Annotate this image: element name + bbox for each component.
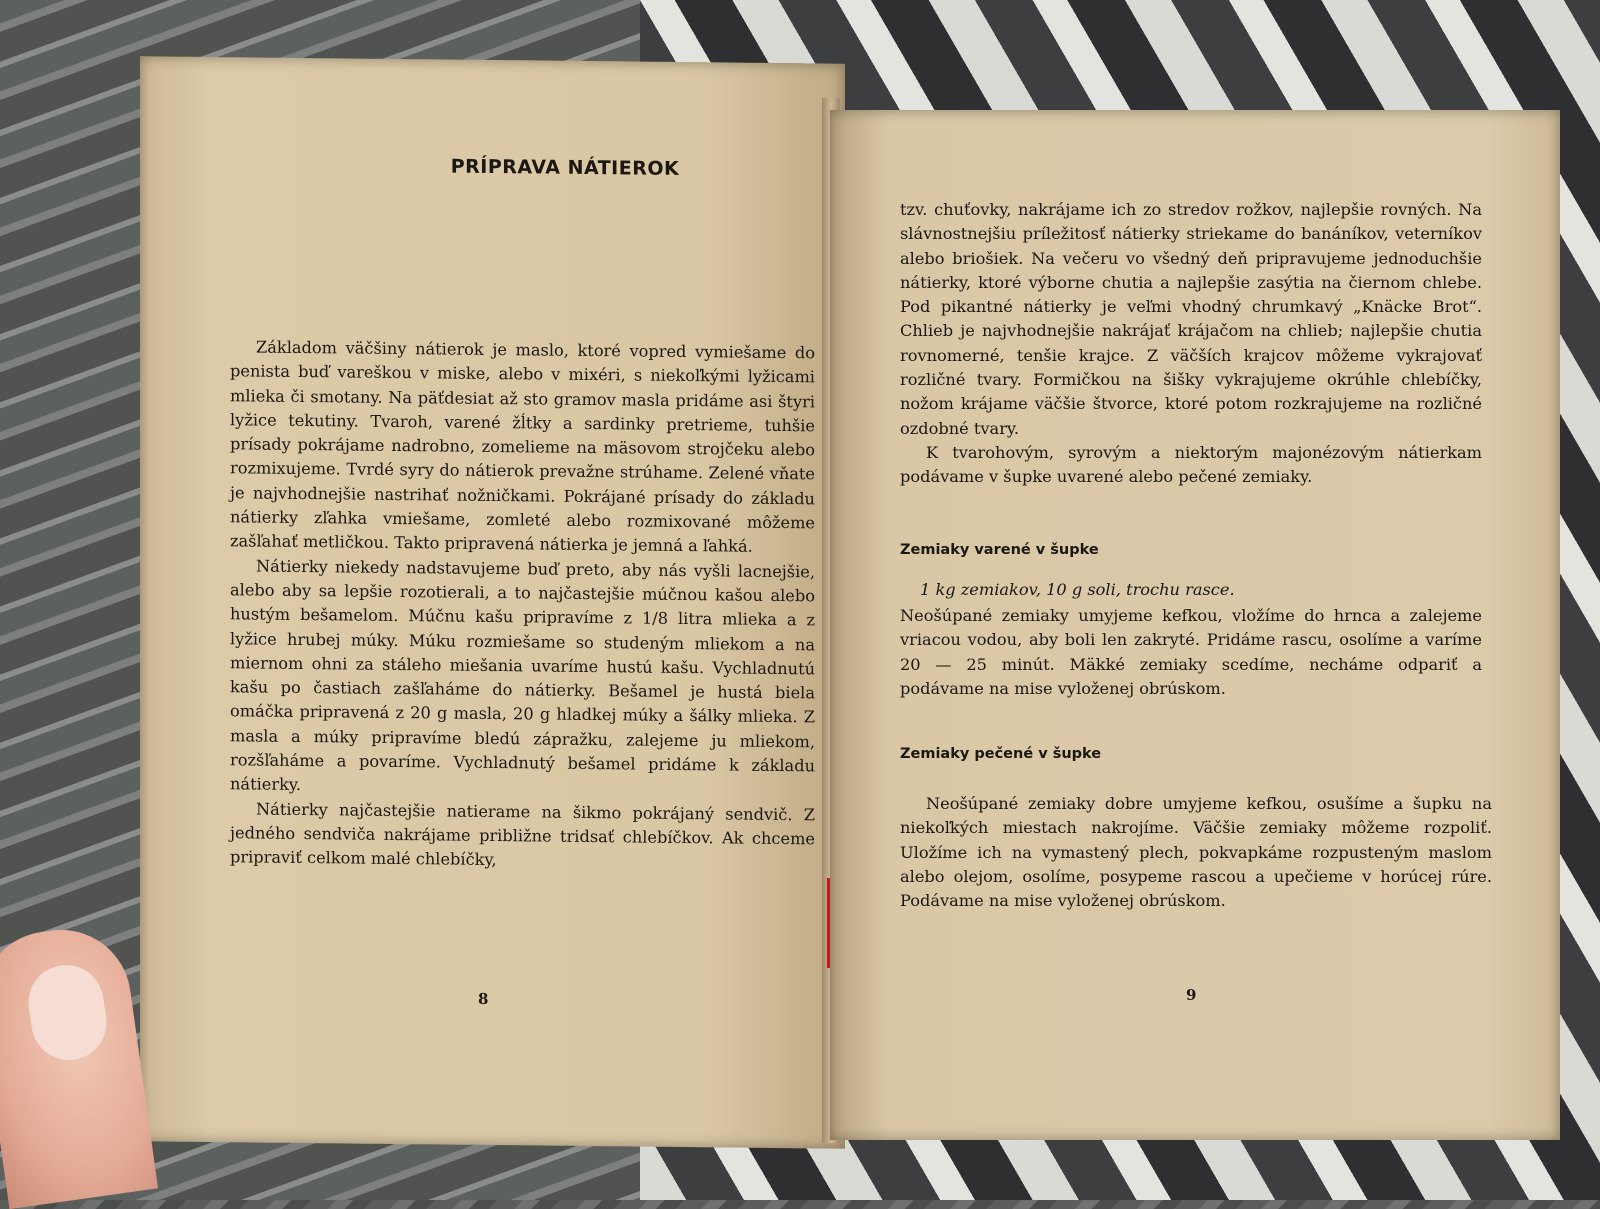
left-paragraph-3: Nátierky najčastejšie natierame na šikmo pokrájaný sendvič. Z jedného sendviča nakrájame približne tridsať chlebíčkov. Ak chceme pripraviť celkom malé chlebíčky,: [230, 799, 815, 870]
recipe-1-text: [900, 604, 1482, 701]
right-intro-text: [900, 198, 1482, 490]
recipe-2-title: Zemiaky pečené v šupke: [900, 746, 1102, 762]
right-page: [830, 110, 1560, 1140]
left-body-text: [230, 335, 815, 876]
page-title: PRÍPRAVA NÁTIEROK: [450, 155, 680, 180]
right-paragraph-1: tzv. chuťovky, nakrájame ich zo stredov rožkov, najlepšie rovných. Na slávnostnejšiu príležitosť nátierky striekame do banáníkov, veterníkov alebo briošiek. Na večeru vo všedný deň pripravujeme jednoduchšie nátierky, ktoré výborne chutia a najlepšie zasýtia na čiernom chlebe. Pod pikantné nátierky je veľmi vhodný chrumkavý „Knäcke Brot“. Chlieb je najvhodnejšie nakrájať krájačom na chlieb; najlepšie chutia rovnomerné, tenšie krajce. Z väčších krajcov môžeme vykrajovať rozličné tvary. Formičkou na šišky vykrajujeme okrúhle chlebíčky, nožom krájame väčšie štvorce, ktoré potom rozkrajujeme na rozličné ozdobné tvary.: [900, 200, 1482, 438]
page-number-right: 9: [1186, 986, 1197, 1004]
recipe-2-paragraph: Neošúpané zemiaky dobre umyjeme kefkou, osušíme a šupku na niekoľkých miestach nakrojíme. Väčšie zemiaky môžeme rozpoliť. Uložíme ich na vymastený plech, pokvapkáme rozpusteným maslom alebo olejom, osolíme, posypeme rascou a upečieme v horúcej rúre. Podávame na mise vyloženej obrúskom.: [900, 794, 1492, 911]
page-number-left: 8: [478, 989, 489, 1008]
open-book: [100, 58, 1570, 1148]
recipe-1-title: Zemiaky varené v šupke: [900, 542, 1099, 558]
left-paragraph-1: Základom väčšiny nátierok je maslo, ktoré vopred vymiešame do penista buď vareškou v miske, alebo v mixéri, s niekoľkými lyžicami mlieka či smotany. Na päťdesiat až sto gramov masla pridáme asi štyri lyžice tekutiny. Tvaroh, varené žĺtky a sardinky pretrieme, tuhšie prísady pokrájame nadrobno, zomelieme na mäsovom strojčeku alebo rozmixujeme. Tvrdé syry do nátierok prevažne strúhame. Zelené vňate je najvhodnejšie nastrihať nožničkami. Pokrájané prísady do základu nátierky zľahka vmiešame, zomleté alebo rozmixované môžeme zašľahať metličkou. Takto pripravená nátierka je jemná a ľahká.: [230, 337, 815, 557]
recipe-1-ingredients: 1 kg zemiakov, 10 g soli, trochu rasce.: [920, 580, 1235, 599]
left-page: [140, 56, 845, 1148]
recipe-1-paragraph: Neošúpané zemiaky umyjeme kefkou, vložíme do hrnca a zalejeme vriacou vodou, aby boli len zakryté. Pridáme rascu, osolíme a varíme 20 — 25 minút. Mäkké zemiaky scedíme, necháme odpariť a podávame na mise vyloženej obrúskom.: [900, 606, 1482, 698]
recipe-2-text: [900, 792, 1492, 913]
right-paragraph-2: K tvarohovým, syrovým a niektorým majonézovým nátierkam podávame v šupke uvarené alebo pečené zemiaky.: [900, 442, 1482, 487]
left-paragraph-2: Nátierky niekedy nadstavujeme buď preto, aby nás vyšli lacnejšie, alebo aby sa lepšie rozotierali, a to najčastejšie múčnou kašou alebo hustým bešamelom. Múčnu kašu pripravíme z 1/8 litra mlieka a z lyžice hrubej múky. Múku rozmiešame so studeným mliekom a na miernom ohni za stáleho miešania uvaríme hustú kašu. Vychladnutú kašu po častiach zašľaháme do nátierky. Bešamel je hustá biela omáčka pripravená z 20 g masla, 20 g hladkej múky a šálky mlieka. Z masla a múky pripravíme bledú zápražku, zalejeme ju mliekom, rozšľaháme a povaríme. Vychladnutý bešamel pridáme k základu nátierky.: [230, 556, 815, 795]
